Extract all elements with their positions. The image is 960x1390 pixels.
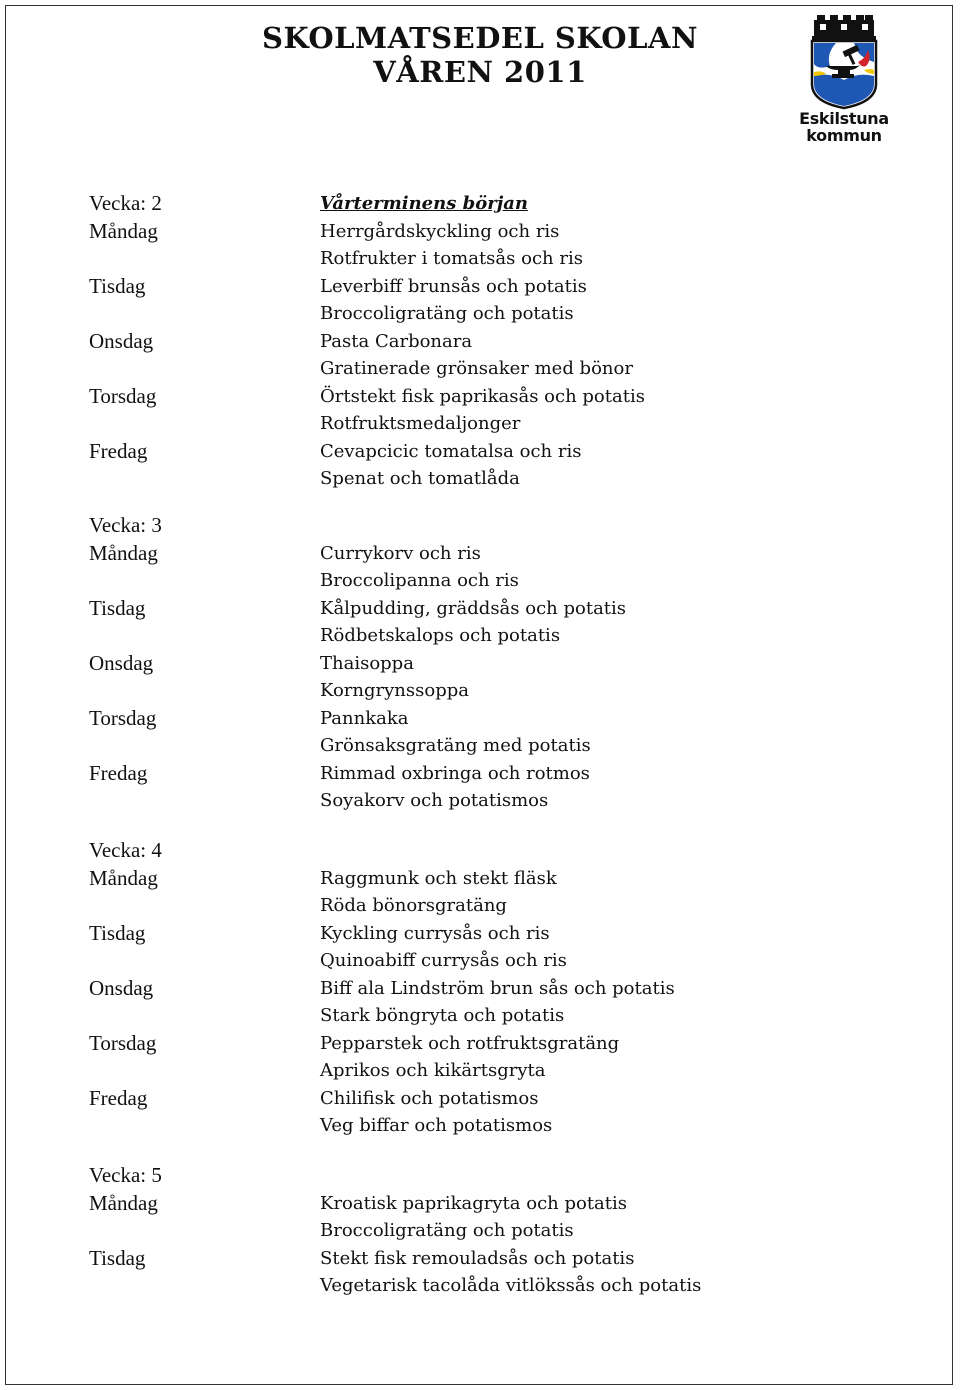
menu-row (89, 732, 809, 760)
menu-row (89, 705, 809, 733)
day-label: Torsdag (89, 383, 157, 408)
dish-name: Rimmad oxbringa och rotmos (320, 762, 590, 784)
dish-name: Pannkaka (320, 707, 409, 729)
dish-name: Raggmunk och stekt fläsk (320, 867, 557, 889)
dish-name: Rotfruktsmedaljonger (320, 413, 521, 434)
day-label: Fredag (89, 760, 148, 785)
day-label: Torsdag (89, 705, 157, 730)
day-label: Måndag (89, 540, 158, 565)
week-label: Vecka: 5 (89, 1163, 162, 1187)
week-label: Vecka: 3 (89, 513, 162, 537)
dish-name: Gratinerade grönsaker med bönor (320, 358, 633, 379)
menu-row (89, 1272, 809, 1300)
dish-name: Rotfrukter i tomatsås och ris (320, 248, 583, 269)
dish-name: Leverbiff brunsås och potatis (320, 275, 587, 297)
dish-name: Biff ala Lindström brun sås och potatis (320, 977, 675, 999)
day-label: Onsdag (89, 328, 154, 353)
day-label: Måndag (89, 1190, 158, 1215)
menu-row (89, 438, 809, 466)
menu-row (89, 1217, 809, 1245)
menu-row (89, 975, 809, 1003)
menu-row (89, 595, 809, 623)
dish-name: Pasta Carbonara (320, 330, 473, 352)
dish-name: Korngrynssoppa (320, 680, 469, 701)
menu-row (89, 892, 809, 920)
menu-row (89, 328, 809, 356)
menu-row (89, 865, 809, 893)
menu-row (89, 245, 809, 273)
dish-name: Röda bönorsgratäng (320, 895, 507, 916)
menu-row (89, 947, 809, 975)
dish-name: Kålpudding, gräddsås och potatis (320, 597, 627, 619)
menu-row (89, 410, 809, 438)
menu-row (89, 787, 809, 815)
dish-name: Quinoabiff currysås och ris (320, 950, 567, 971)
dish-name: Kyckling currysås och ris (320, 922, 550, 944)
menu-row (89, 273, 809, 301)
page-title: SKOLMATSEDEL SKOLAN (262, 21, 698, 55)
menu-row (89, 540, 809, 568)
week-block-4 (89, 837, 809, 1140)
dish-name: Currykorv och ris (320, 542, 481, 564)
dish-name: Pepparstek och rotfruktsgratäng (320, 1032, 620, 1054)
menu-row (89, 1112, 809, 1140)
dish-name: Veg biffar och potatismos (320, 1115, 553, 1136)
menu-row (89, 1057, 809, 1085)
menu-row (89, 355, 809, 383)
week-header-row (89, 190, 809, 218)
dish-name: Aprikos och kikärtsgryta (320, 1060, 546, 1081)
week-block-5 (89, 1162, 809, 1300)
dish-name: Rödbetskalops och potatis (320, 625, 561, 646)
page-subtitle: VÅREN 2011 (373, 55, 587, 89)
menu-row (89, 1085, 809, 1113)
menu-row (89, 567, 809, 595)
day-label: Onsdag (89, 975, 154, 1000)
dish-name: Chilifisk och potatismos (320, 1087, 539, 1109)
menu-row (89, 920, 809, 948)
menu-row (89, 1030, 809, 1058)
week-header-row (89, 837, 809, 865)
menu-row (89, 677, 809, 705)
week-block-3 (89, 512, 809, 815)
menu-row (89, 218, 809, 246)
day-label: Fredag (89, 438, 148, 463)
dish-name: Vegetarisk tacolåda vitlökssås och potatis (320, 1275, 702, 1296)
dish-name: Stark böngryta och potatis (320, 1005, 565, 1026)
dish-name: Broccolipanna och ris (320, 570, 519, 591)
day-label: Torsdag (89, 1030, 157, 1055)
day-label: Tisdag (89, 273, 146, 298)
menu-row (89, 1002, 809, 1030)
week-block-2 (89, 190, 809, 493)
day-label: Tisdag (89, 920, 146, 945)
menu-row (89, 383, 809, 411)
week-header-row (89, 512, 809, 540)
special-note: Vårterminens början (320, 193, 528, 214)
week-label: Vecka: 2 (89, 191, 162, 215)
day-label: Tisdag (89, 1245, 146, 1270)
menu-row (89, 300, 809, 328)
day-label: Måndag (89, 218, 158, 243)
dish-name: Cevapcicic tomatalsa och ris (320, 440, 582, 462)
menu-row (89, 622, 809, 650)
week-label: Vecka: 4 (89, 838, 162, 862)
day-label: Måndag (89, 865, 158, 890)
menu-row (89, 760, 809, 788)
menu-row (89, 1190, 809, 1218)
dish-name: Spenat och tomatlåda (320, 468, 520, 489)
day-label: Fredag (89, 1085, 148, 1110)
dish-name: Broccoligratäng och potatis (320, 303, 574, 324)
menu-row (89, 465, 809, 493)
dish-name: Herrgårdskyckling och ris (320, 220, 560, 242)
dish-name: Kroatisk paprikagryta och potatis (320, 1192, 628, 1214)
dish-name: Thaisoppa (320, 652, 414, 674)
dish-name: Soyakorv och potatismos (320, 790, 549, 811)
dish-name: Örtstekt fisk paprikasås och potatis (320, 385, 645, 407)
week-header-row (89, 1162, 809, 1190)
dish-name: Broccoligratäng och potatis (320, 1220, 574, 1241)
day-label: Onsdag (89, 650, 154, 675)
logo-text-line1: Eskilstuna (799, 109, 889, 128)
menu-row (89, 650, 809, 678)
day-label: Tisdag (89, 595, 146, 620)
dish-name: Stekt fisk remouladsås och potatis (320, 1247, 635, 1269)
menu-row (89, 1245, 809, 1273)
logo-text-line2: kommun (806, 126, 882, 145)
dish-name: Grönsaksgratäng med potatis (320, 735, 591, 756)
